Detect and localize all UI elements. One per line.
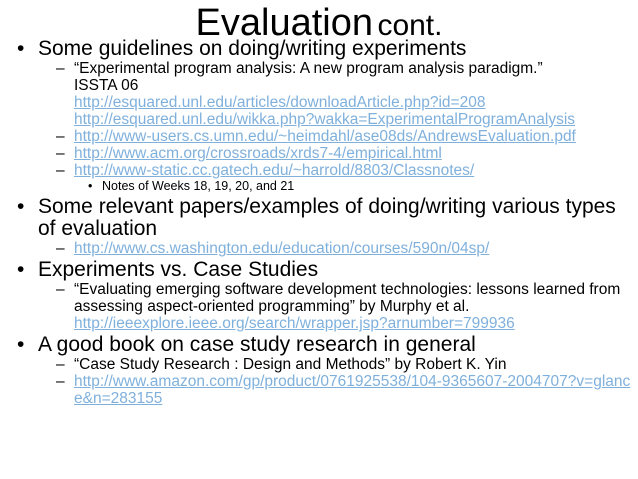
subitem-gatech-link	[0, 162, 638, 179]
dash-icon: –	[56, 128, 65, 145]
title-suffix: cont.	[377, 9, 443, 42]
dash-icon: –	[56, 281, 65, 298]
dash-icon: –	[56, 162, 65, 179]
bullet-dot-icon: •	[17, 258, 25, 281]
subitem-umn-link	[0, 128, 638, 145]
bullet-experiments-vs-case-studies: • Experiments vs. Case Studies	[17, 258, 319, 281]
link-amazon-book[interactable]: http://www.amazon.com/gp/product/0761925538/104-9365607-2004707?v=glance&n=283155	[74, 373, 631, 407]
bullet-dot-icon: •	[17, 37, 25, 60]
link-gatech-classnotes[interactable]: http://www-static.cc.gatech.edu/~harrold/8803/Classnotes/	[74, 162, 475, 179]
subitem-murphy-paper: – “Evaluating emerging software development technologies: lessons learned from assessing aspect-oriented programming” by Murphy et al. http://ieeexplore.ieee.org/search/wrapper.jsp?arnumber=799936	[56, 281, 621, 332]
link-esquared-article[interactable]: http://esquared.unl.edu/articles/downloadArticle.php?id=208	[74, 94, 486, 111]
dash-icon: –	[56, 356, 65, 373]
bullet-dot-icon: •	[17, 195, 25, 218]
subitem-amazon-link	[0, 373, 638, 407]
subitem-yin-book: – “Case Study Research : Design and Methods” by Robert K. Yin	[56, 356, 507, 373]
link-esquared-wikka[interactable]: http://esquared.unl.edu/wikka.php?wakka=ExperimentalProgramAnalysis	[74, 111, 576, 128]
link-umn-evaluation[interactable]: http://www-users.cs.umn.edu/~heimdahl/ase08ds/AndrewsEvaluation.pdf	[74, 128, 576, 145]
bullet-good-book: • A good book on case study research in general	[17, 333, 476, 356]
slide-body	[0, 38, 638, 407]
title-main: Evaluation	[195, 2, 373, 44]
subsubitem-weeks: • Notes of Weeks 18, 19, 20, and 21	[88, 179, 295, 193]
subitem-acm-link	[0, 145, 638, 162]
dash-icon: –	[56, 60, 65, 77]
subitem-washington-link	[0, 240, 638, 257]
link-washington-course[interactable]: http://www.cs.washington.edu/education/courses/590n/04sp/	[74, 240, 490, 257]
dash-icon: –	[56, 373, 65, 390]
link-ieeexplore[interactable]: http://ieeexplore.ieee.org/search/wrapper.jsp?arnumber=799936	[74, 315, 515, 332]
link-acm-crossroads[interactable]: http://www.acm.org/crossroads/xrds7-4/empirical.html	[74, 145, 442, 162]
bullet-guidelines: • Some guidelines on doing/writing experiments	[17, 37, 467, 60]
dash-icon: –	[56, 145, 65, 162]
dash-icon: –	[56, 240, 65, 257]
bullet-relevant-papers: • Some relevant papers/examples of doing/writing various types of evaluation	[17, 195, 616, 240]
subitem-issta-paper: – “Experimental program analysis: A new program analysis paradigm.” ISSTA 06 http://esquared.unl.edu/articles/downloadArticle.php?id=208 http://esquared.unl.edu/wikka.php?wakka=ExperimentalProgramAnalysis	[56, 60, 576, 128]
bullet-dot-icon: •	[88, 179, 93, 193]
bullet-dot-icon: •	[17, 333, 25, 356]
